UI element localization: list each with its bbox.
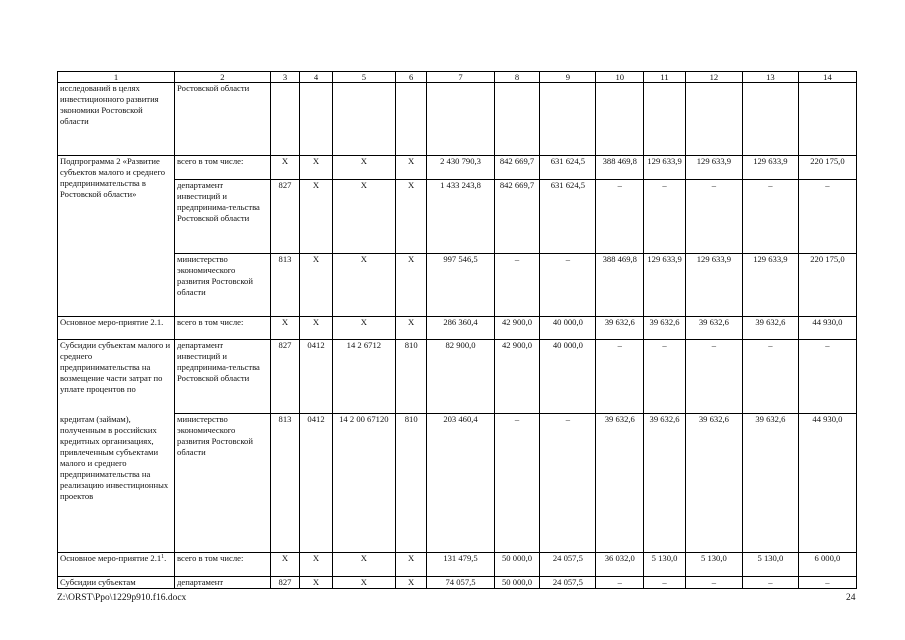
column-header: 4 (300, 72, 333, 83)
column-header: 3 (270, 72, 300, 83)
table-cell: X (395, 317, 427, 340)
table-cell: 0412 (300, 340, 333, 414)
table-cell: X (332, 254, 395, 317)
table-cell: 39 632,6 (596, 317, 644, 340)
table-cell: 813 (270, 414, 300, 553)
column-header: 10 (596, 72, 644, 83)
column-header: 13 (742, 72, 798, 83)
table-cell: 220 175,0 (798, 254, 856, 317)
table-cell: Субсидии субъектам малого и среднего предпринимательства на возмещение части затрат по уплате процентов по (58, 340, 175, 414)
table-cell: 842 669,7 (494, 156, 540, 180)
table-cell: 631 624,5 (540, 180, 596, 254)
table-cell: 131 479,5 (427, 553, 494, 577)
table-cell: Основное меро-приятие 2.1. (58, 317, 175, 340)
table-cell (58, 553, 175, 577)
table-cell: 24 057,5 (540, 577, 596, 589)
table-cell: 997 546,5 (427, 254, 494, 317)
table-cell (685, 83, 742, 156)
table-cell: департамент (175, 577, 271, 589)
table-cell: всего в том числе: (175, 317, 271, 340)
table-cell: – (596, 340, 644, 414)
table-cell: 810 (395, 414, 427, 553)
table-cell: 24 057,5 (540, 553, 596, 577)
table-cell: 129 633,9 (644, 254, 686, 317)
table-cell: 842 669,7 (494, 180, 540, 254)
column-header: 9 (540, 72, 596, 83)
table-cell: 129 633,9 (685, 254, 742, 317)
table-cell: X (300, 317, 333, 340)
table-cell: министерство экономического развития Ростовской области (175, 414, 271, 553)
table-cell: 286 360,4 (427, 317, 494, 340)
table-cell: 40 000,0 (540, 340, 596, 414)
table-cell: 39 632,6 (742, 414, 798, 553)
table-cell: Подпрограмма 2 «Развитие субъектов малого и среднего предпринимательства в Ростовской области» (58, 156, 175, 317)
table-cell: – (798, 577, 856, 589)
table-cell: Субсидии субъектам (58, 577, 175, 589)
table-cell: 39 632,6 (644, 414, 686, 553)
table-cell: X (270, 156, 300, 180)
table-cell: 631 624,5 (540, 156, 596, 180)
table-cell: – (540, 254, 596, 317)
table-cell: 74 057,5 (427, 577, 494, 589)
table-cell: кредитам (займам), полученным в российских кредитных организациях, привлеченным субъектами малого и среднего предпринимательства на реализацию инвестиционных проектов (58, 414, 175, 553)
table-cell: X (395, 156, 427, 180)
table-cell: X (332, 317, 395, 340)
table-cell: – (596, 577, 644, 589)
table-cell: министерство экономического развития Ростовской области (175, 254, 271, 317)
table-cell: X (332, 577, 395, 589)
table-cell: X (395, 577, 427, 589)
table-cell (596, 83, 644, 156)
table-cell: 810 (395, 340, 427, 414)
page-number: 24 (846, 593, 856, 603)
table-row (58, 83, 857, 156)
table-cell: X (395, 254, 427, 317)
table-header-row (58, 72, 857, 83)
table-cell: 42 900,0 (494, 340, 540, 414)
table-cell: 5 130,0 (644, 553, 686, 577)
table-cell (798, 83, 856, 156)
file-path: Z:\ORST\Ppo\1229p910.f16.docx (57, 593, 187, 603)
table-cell (270, 83, 300, 156)
table-cell: – (494, 254, 540, 317)
table-cell: 5 130,0 (685, 553, 742, 577)
table-row (58, 340, 857, 414)
table-cell: 50 000,0 (494, 577, 540, 589)
table-row (58, 317, 857, 340)
column-header: 12 (685, 72, 742, 83)
table-cell: 827 (270, 577, 300, 589)
table-cell: 0412 (300, 414, 333, 553)
table-cell: Ростовской области (175, 83, 271, 156)
table-cell: X (332, 156, 395, 180)
table-cell: 44 930,0 (798, 317, 856, 340)
table-cell: – (742, 180, 798, 254)
table-cell: – (742, 340, 798, 414)
table-cell (395, 83, 427, 156)
table-cell: – (742, 577, 798, 589)
superscript: 1 (161, 554, 165, 560)
table-cell: – (596, 180, 644, 254)
table-cell: 1 433 243,8 (427, 180, 494, 254)
column-header: 14 (798, 72, 856, 83)
table-cell: X (395, 553, 427, 577)
table-cell: 14 2 00 67120 (332, 414, 395, 553)
table-cell: – (685, 340, 742, 414)
table-cell: 39 632,6 (596, 414, 644, 553)
table-cell: 2 430 790,3 (427, 156, 494, 180)
table-cell: 82 900,0 (427, 340, 494, 414)
table-cell: всего в том числе: (175, 553, 271, 577)
table-cell: департамент инвестиций и предпринима-тельства Ростовской области (175, 340, 271, 414)
table-row (58, 156, 857, 180)
table-cell: – (644, 340, 686, 414)
table-cell: 44 930,0 (798, 414, 856, 553)
table-cell: 129 633,9 (742, 156, 798, 180)
table-cell: – (798, 180, 856, 254)
table-cell (742, 83, 798, 156)
table-cell: X (270, 553, 300, 577)
table-cell: 220 175,0 (798, 156, 856, 180)
table-cell: X (300, 553, 333, 577)
table-cell (427, 83, 494, 156)
table-cell: 42 900,0 (494, 317, 540, 340)
column-header: 11 (644, 72, 686, 83)
table-cell: 36 032,0 (596, 553, 644, 577)
table-row (58, 553, 857, 577)
table-cell: – (685, 180, 742, 254)
table-cell: 39 632,6 (685, 414, 742, 553)
column-header: 6 (395, 72, 427, 83)
table-cell: X (300, 180, 333, 254)
table-cell: – (540, 414, 596, 553)
table-cell: 14 2 6712 (332, 340, 395, 414)
table-cell: X (300, 577, 333, 589)
column-header: 5 (332, 72, 395, 83)
table-cell: 129 633,9 (644, 156, 686, 180)
table-cell: 39 632,6 (644, 317, 686, 340)
table-cell: 129 633,9 (685, 156, 742, 180)
table-cell: 5 130,0 (742, 553, 798, 577)
table-cell: 827 (270, 340, 300, 414)
table-cell: 388 469,8 (596, 156, 644, 180)
table-row (58, 254, 857, 317)
table-cell: – (494, 414, 540, 553)
table-cell: – (685, 577, 742, 589)
table-cell: 129 633,9 (742, 254, 798, 317)
table-cell: X (300, 254, 333, 317)
measure-title-tail: . (164, 553, 167, 563)
column-header: 8 (494, 72, 540, 83)
table-cell: департамент инвестиций и предпринима-тельства Ростовской области (175, 180, 271, 254)
table-cell: X (300, 156, 333, 180)
table-cell: 39 632,6 (685, 317, 742, 340)
table-cell: 50 000,0 (494, 553, 540, 577)
table-cell (540, 83, 596, 156)
table-row (58, 180, 857, 254)
table-cell: 388 469,8 (596, 254, 644, 317)
table-cell (644, 83, 686, 156)
column-header: 7 (427, 72, 494, 83)
table-cell: 6 000,0 (798, 553, 856, 577)
table-cell: исследований в целях инвестиционного развития экономики Ростовской области (58, 83, 175, 156)
table-cell: 39 632,6 (742, 317, 798, 340)
table-cell: 813 (270, 254, 300, 317)
budget-table (57, 71, 857, 589)
table-cell (300, 83, 333, 156)
table-cell: X (332, 553, 395, 577)
table-row (58, 577, 857, 589)
table-cell: 40 000,0 (540, 317, 596, 340)
table-cell: всего в том числе: (175, 156, 271, 180)
measure-title: Основное меро-приятие 2.1 (60, 553, 162, 563)
column-header: 2 (175, 72, 271, 83)
table-cell: X (270, 317, 300, 340)
table-cell: – (798, 340, 856, 414)
column-header: 1 (58, 72, 175, 83)
table-row (58, 414, 857, 553)
table-cell: X (395, 180, 427, 254)
table-cell (332, 83, 395, 156)
table-cell: X (332, 180, 395, 254)
table-cell: – (644, 577, 686, 589)
table-cell: – (644, 180, 686, 254)
table-cell: 827 (270, 180, 300, 254)
table-cell (494, 83, 540, 156)
table-cell: 203 460,4 (427, 414, 494, 553)
